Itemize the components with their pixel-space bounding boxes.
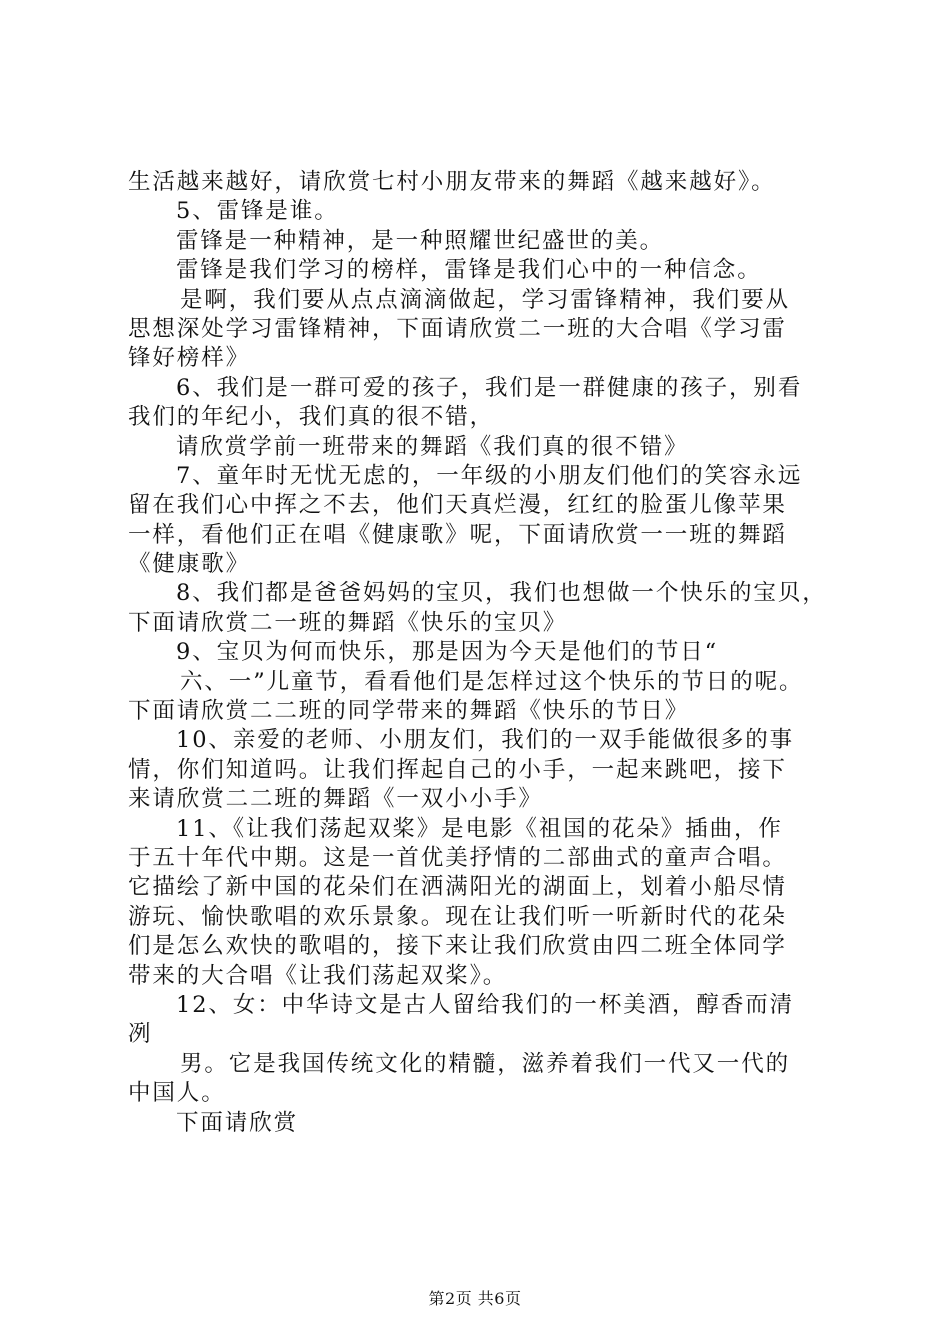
- text-line: 带来的大合唱《让我们荡起双桨》。: [128, 962, 508, 989]
- text-line: 下面请欣赏二二班的同学带来的舞蹈《快乐的节日》: [128, 698, 690, 725]
- text-line: 10、亲爱的老师、小朋友们，我们的一双手能做很多的事: [176, 727, 795, 754]
- text-line: 思想深处学习雷锋精神，下面请欣赏二一班的大合唱《学习雷: [128, 315, 787, 342]
- document-body: [128, 168, 838, 1138]
- text-line: 下面请欣赏: [176, 1109, 299, 1136]
- page-number-footer: 第2页 共6页: [428, 1289, 522, 1308]
- text-line: 生活越来越好，请欣赏七村小朋友带来的舞蹈《越来越好》。: [128, 169, 776, 195]
- text-line: 情，你们知道吗。让我们挥起自己的小手，一起来跳吧，接下: [128, 756, 787, 783]
- text-line: 请欣赏学前一班带来的舞蹈《我们真的很不错》: [176, 433, 689, 460]
- text-line: 12、女：中华诗文是古人留给我们的一杯美酒，醇香而清: [176, 991, 795, 1018]
- text-line: 游玩、愉快歌唱的欢乐景象。现在让我们听一听新时代的花朵: [128, 903, 787, 930]
- text-line: 7、童年时无忧无虑的，一年级的小朋友们他们的笑容永远: [176, 462, 803, 489]
- text-line: 它描绘了新中国的花朵们在洒满阳光的湖面上，划着小船尽情: [128, 874, 787, 901]
- text-line: 雷锋是一种精神，是一种照耀世纪盛世的美。: [176, 227, 665, 254]
- text-line: 6、我们是一群可爱的孩子，我们是一群健康的孩子，别看: [176, 374, 803, 401]
- text-line: 留在我们心中挥之不去，他们天真烂漫，红红的脸蛋儿像苹果: [128, 492, 787, 519]
- text-line: 《健康歌》: [128, 551, 251, 578]
- text-line: 我们的年纪小，我们真的很不错，: [128, 404, 495, 431]
- text-line: 们是怎么欢快的歌唱的，接下来让我们欣赏由四二班全体同学: [128, 933, 787, 960]
- text-line: 8、我们都是爸爸妈妈的宝贝，我们也想做一个快乐的宝贝，: [176, 580, 827, 607]
- text-line: 中国人。: [128, 1080, 226, 1107]
- text-line: 于五十年代中期。这是一首优美抒情的二部曲式的童声合唱。: [128, 844, 787, 871]
- text-line: 下面请欣赏二一班的舞蹈《快乐的宝贝》: [128, 609, 568, 636]
- text-line: 来请欣赏二二班的舞蹈《一双小小手》: [128, 786, 543, 813]
- text-line: 锋好榜样》: [128, 345, 251, 372]
- text-line: 冽: [128, 1021, 153, 1048]
- text-line: 是啊，我们要从点点滴滴做起，学习雷锋精神，我们要从: [180, 286, 791, 313]
- text-line: 男。它是我国传统文化的精髓，滋养着我们一代又一代的: [180, 1050, 791, 1077]
- text-line: 六、一”儿童节，看看他们是怎样过这个快乐的节日的呢。: [180, 668, 804, 695]
- text-line: 11、《让我们荡起双桨》是电影《祖国的花朵》插曲，作: [176, 815, 783, 842]
- text-line: 5、雷锋是谁。: [176, 198, 339, 225]
- text-line: 雷锋是我们学习的榜样，雷锋是我们心中的一种信念。: [176, 257, 762, 284]
- text-line: 9、宝贝为何而快乐，那是因为今天是他们的节日“: [176, 639, 719, 666]
- text-line: 一样，看他们正在唱《健康歌》呢，下面请欣赏一一班的舞蹈: [128, 521, 787, 548]
